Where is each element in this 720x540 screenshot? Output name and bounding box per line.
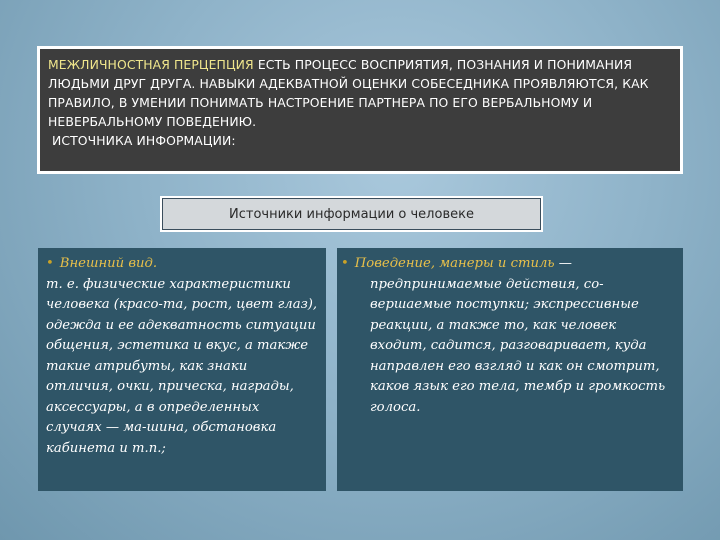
behavior-panel (337, 248, 683, 491)
behavior-heading: Поведение, манеры и стиль (354, 256, 555, 271)
definition-text: ЕСТЬ ПРОЦЕСС ВОСПРИЯТИЯ, ПОЗНАНИЯ И ПОНИМАНИЯ ЛЮДЬМИ ДРУГ ДРУГА. НАВЫКИ АДЕКВАТНОЙ ОЦЕНКИ СОБЕСЕДНИКА ПРОЯВЛЯЮТСЯ, КАК ПРАВИЛО, В УМЕНИИ ПОНИМАТЬ НАСТРОЕНИЕ ПАРТНЕРА ПО ЕГО ВЕРБАЛЬНОМУ И НЕВЕРБАЛЬНОМУ ПОВЕДЕНИЮ. (48, 57, 649, 129)
behavior-heading-line (341, 254, 675, 275)
sources-header-text: Источники информации о человеке (229, 206, 474, 222)
appearance-heading: Внешний вид. (59, 256, 158, 271)
behavior-heading-suffix: — (554, 256, 572, 271)
bullet-icon: • (46, 256, 54, 271)
appearance-panel (38, 248, 326, 491)
bullet-icon: • (341, 256, 349, 271)
appearance-heading-line (46, 254, 318, 275)
sources-label: ИСТОЧНИКА ИНФОРМАЦИИ: (52, 133, 236, 148)
sources-header (160, 196, 543, 232)
appearance-body: т. е. физические характеристики человека (красо-та, рост, цвет глаз), одежда и ее адекватность ситуации общения, эстетика и вкус, а также такие атрибуты, как знаки отличия, очки, прическа, награды, аксессуары, а в определенных случаях — ма-шина, обстановка кабинета и т.п.; (46, 276, 318, 456)
definition-box (37, 46, 683, 174)
behavior-body: предпринимаемые действия, со-вершаемые поступки; экспрессивные реакции, а также то, как человек входит, садится, разговаривает, куда направлен его взгляд и как он смотрит, каков язык его тела, тембр и громкость голоса. (370, 276, 666, 415)
term-label: МЕЖЛИЧНОСТНАЯ ПЕРЦЕПЦИЯ (48, 57, 254, 72)
